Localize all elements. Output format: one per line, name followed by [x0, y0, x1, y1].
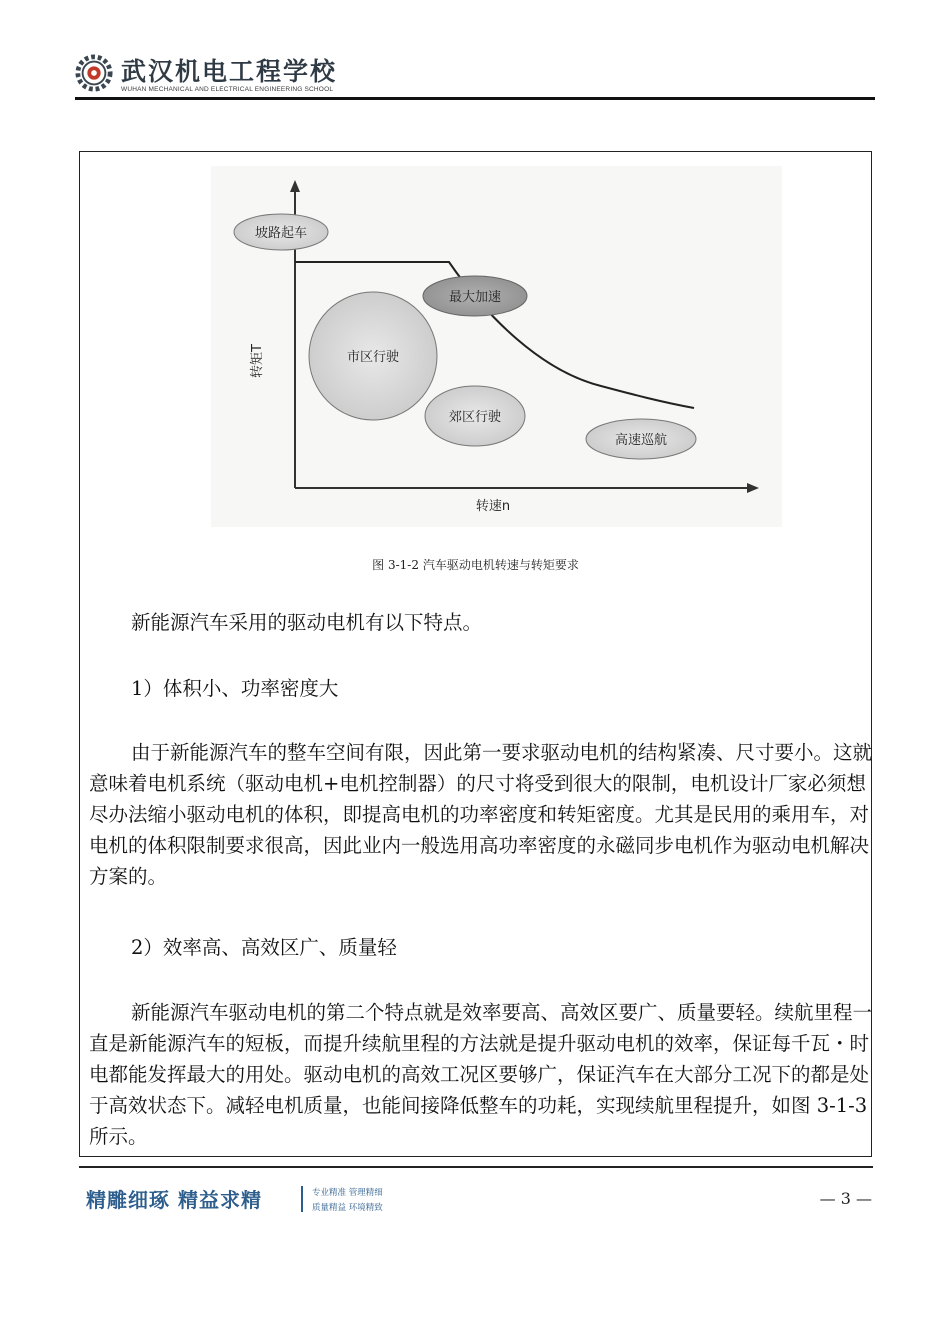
footer-tagline-1: 专业精准 管理精细 [312, 1188, 383, 1198]
footer-slogan: 精雕细琢 精益求精 [86, 1188, 262, 1212]
heading-feature-2: 2）效率高、高效区广、质量轻 [131, 936, 397, 959]
page-number: — 3 — [819, 1189, 872, 1208]
region-label-city: 市区行驶 [346, 350, 400, 365]
page-header [75, 50, 875, 102]
header-divider [75, 97, 875, 100]
school-name-cn: 武汉机电工程学校 [121, 57, 338, 86]
figure-caption: 图 3-1-2 汽车驱动电机转速与转矩要求 [372, 558, 579, 572]
torque-speed-figure [211, 166, 782, 527]
x-axis-label: 转速n [475, 499, 511, 514]
y-axis-label: 转矩T [250, 344, 265, 378]
gear-emblem-icon [75, 54, 113, 92]
paragraph-intro: 新能源汽车采用的驱动电机有以下特点。 [131, 611, 483, 634]
footer-separator [301, 1186, 303, 1212]
torque-speed-diagram [211, 166, 782, 527]
footer-tagline-2: 质量精益 环境精致 [312, 1203, 383, 1213]
paragraph-feature-1: 由于新能源汽车的整车空间有限，因此第一要求驱动电机的结构紧凑、尺寸要小。这就意味着电机系统（驱动电机+电机控制器）的尺寸将受到很大的限制，电机设计厂家必须想尽办法缩小驱动电机的体积，即提高电机的功率密度和转矩密度。尤其是民用的乘用车，对电机的体积限制要求很高，因此业内一般选用高功率密度的永磁同步电机作为驱动电机解决方案的。 [89, 741, 873, 888]
region-label-max-accel: 最大加速 [448, 290, 502, 305]
paragraph-feature-2: 新能源汽车驱动电机的第二个特点就是效率要高、高效区要广、质量要轻。续航里程一直是新能源汽车的短板，而提升续航里程的方法就是提升驱动电机的效率，保证每千瓦・时电都能发挥最大的用处。驱动电机的高效工况区要够广，保证汽车在大部分工况下的都是处于高效状态下。减轻电机质量，也能间接降低整车的功耗，实现续航里程提升，如图 3-1-3 所示。 [89, 1001, 873, 1148]
region-label-suburban: 郊区行驶 [448, 410, 502, 425]
x-axis-arrow [747, 483, 759, 493]
region-label-highway: 高速巡航 [614, 433, 668, 448]
region-label-slope-start: 坡路起车 [254, 226, 308, 241]
school-name-en: WUHAN MECHANICAL AND ELECTRICAL ENGINEERING SCHOOL [121, 86, 334, 93]
heading-feature-1: 1）体积小、功率密度大 [131, 677, 339, 700]
y-axis-arrow [290, 180, 300, 192]
footer-divider [79, 1166, 873, 1168]
